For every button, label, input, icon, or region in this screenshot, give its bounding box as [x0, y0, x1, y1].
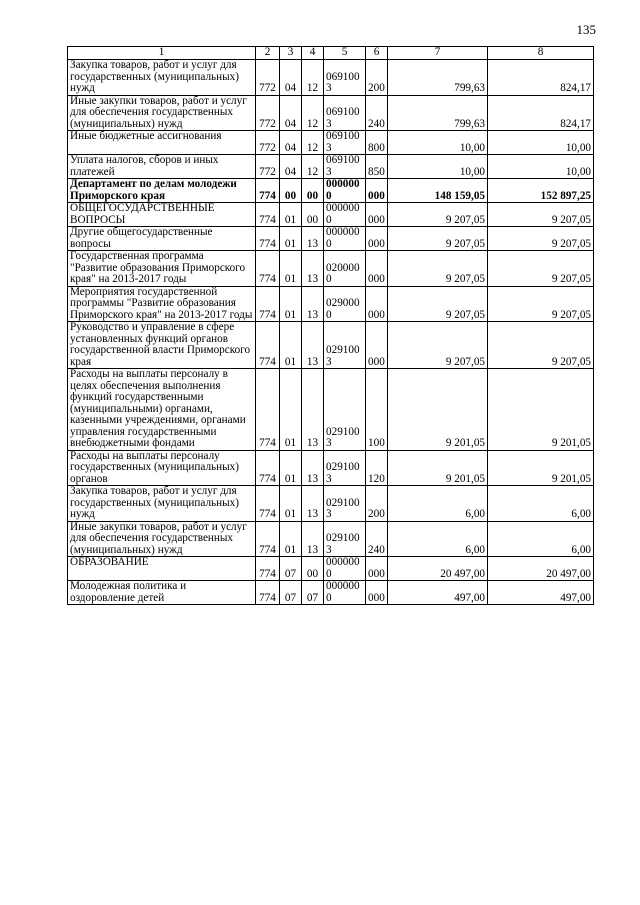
target-article-cell: 0291003 [324, 486, 366, 522]
subsection-code-cell: 13 [302, 322, 324, 369]
expense-type-cell: 000 [366, 251, 388, 287]
column-header: 5 [324, 47, 366, 60]
target-article-cell: 0691003 [324, 95, 366, 131]
target-article-cell: 0291003 [324, 369, 366, 451]
amount-year1-cell: 9 201,05 [388, 450, 488, 486]
row-name-cell: Закупка товаров, работ и услуг для государственных (муниципальных) нужд [68, 486, 256, 522]
row-name-cell: Мероприятия государственной программы "Развитие образования Приморского края" на 2013-2017 годы [68, 286, 256, 322]
row-name-cell: Закупка товаров, работ и услуг для государственных (муниципальных) нужд [68, 60, 256, 96]
row-name-cell: Иные закупки товаров, работ и услуг для обеспечения государственных (муниципальных) нужд [68, 521, 256, 557]
section-code-cell: 04 [280, 131, 302, 155]
amount-year1-cell: 148 159,05 [388, 179, 488, 203]
expense-type-cell: 000 [366, 203, 388, 227]
subsection-code-cell: 07 [302, 581, 324, 605]
table-row [68, 203, 594, 227]
subsection-code-cell: 12 [302, 155, 324, 179]
column-header: 8 [488, 47, 594, 60]
subsection-code-cell: 13 [302, 450, 324, 486]
section-code-cell: 00 [280, 179, 302, 203]
table-row [68, 155, 594, 179]
amount-year2-cell: 9 207,05 [488, 322, 594, 369]
amount-year2-cell: 6,00 [488, 521, 594, 557]
admin-code-cell: 774 [256, 521, 280, 557]
section-code-cell: 01 [280, 251, 302, 287]
admin-code-cell: 774 [256, 322, 280, 369]
expense-type-cell: 800 [366, 131, 388, 155]
section-code-cell: 01 [280, 450, 302, 486]
amount-year2-cell: 152 897,25 [488, 179, 594, 203]
section-code-cell: 01 [280, 521, 302, 557]
section-code-cell: 01 [280, 486, 302, 522]
table-row [68, 369, 594, 451]
amount-year2-cell: 824,17 [488, 95, 594, 131]
amount-year1-cell: 10,00 [388, 155, 488, 179]
amount-year1-cell: 10,00 [388, 131, 488, 155]
subsection-code-cell: 00 [302, 203, 324, 227]
column-header: 6 [366, 47, 388, 60]
admin-code-cell: 774 [256, 581, 280, 605]
amount-year2-cell: 6,00 [488, 486, 594, 522]
row-name-cell: ОБЩЕГОСУДАРСТВЕННЫЕ ВОПРОСЫ [68, 203, 256, 227]
amount-year1-cell: 9 207,05 [388, 251, 488, 287]
subsection-code-cell: 12 [302, 95, 324, 131]
amount-year2-cell: 9 207,05 [488, 286, 594, 322]
table-row [68, 521, 594, 557]
table-row [68, 131, 594, 155]
admin-code-cell: 774 [256, 450, 280, 486]
subsection-code-cell: 00 [302, 179, 324, 203]
table-row [68, 60, 594, 96]
row-name-cell: Уплата налогов, сборов и иных платежей [68, 155, 256, 179]
admin-code-cell: 774 [256, 203, 280, 227]
amount-year1-cell: 20 497,00 [388, 557, 488, 581]
amount-year2-cell: 10,00 [488, 155, 594, 179]
target-article-cell: 0000000 [324, 557, 366, 581]
section-code-cell: 01 [280, 227, 302, 251]
admin-code-cell: 772 [256, 131, 280, 155]
section-code-cell: 01 [280, 286, 302, 322]
target-article-cell: 0000000 [324, 203, 366, 227]
admin-code-cell: 774 [256, 369, 280, 451]
target-article-cell: 0291003 [324, 521, 366, 557]
table-row [68, 227, 594, 251]
expense-type-cell: 200 [366, 60, 388, 96]
subsection-code-cell: 13 [302, 251, 324, 287]
row-name-cell: Расходы на выплаты персоналу государственных (муниципальных) органов [68, 450, 256, 486]
amount-year2-cell: 497,00 [488, 581, 594, 605]
admin-code-cell: 774 [256, 251, 280, 287]
target-article-cell: 0290000 [324, 286, 366, 322]
amount-year1-cell: 6,00 [388, 521, 488, 557]
expense-type-cell: 850 [366, 155, 388, 179]
table-row [68, 286, 594, 322]
column-header: 7 [388, 47, 488, 60]
amount-year2-cell: 9 201,05 [488, 369, 594, 451]
expense-type-cell: 000 [366, 581, 388, 605]
admin-code-cell: 774 [256, 227, 280, 251]
expense-type-cell: 200 [366, 486, 388, 522]
row-name-cell: Руководство и управление в сфере установленных функций органов государственной власти Приморского края [68, 322, 256, 369]
budget-table [67, 46, 594, 605]
row-name-cell: Государственная программа "Развитие образования Приморского края" на 2013-2017 годы [68, 251, 256, 287]
table-row [68, 581, 594, 605]
expense-type-cell: 000 [366, 557, 388, 581]
target-article-cell: 0000000 [324, 179, 366, 203]
row-name-cell: Молодежная политика и оздоровление детей [68, 581, 256, 605]
admin-code-cell: 774 [256, 286, 280, 322]
table-row [68, 486, 594, 522]
row-name-cell: Иные бюджетные ассигнования [68, 131, 256, 155]
row-name-cell: Департамент по делам молодежи Приморского края [68, 179, 256, 203]
column-header: 4 [302, 47, 324, 60]
amount-year2-cell: 9 207,05 [488, 203, 594, 227]
subsection-code-cell: 13 [302, 369, 324, 451]
subsection-code-cell: 12 [302, 60, 324, 96]
admin-code-cell: 772 [256, 60, 280, 96]
section-code-cell: 01 [280, 322, 302, 369]
admin-code-cell: 774 [256, 557, 280, 581]
amount-year2-cell: 9 207,05 [488, 227, 594, 251]
section-code-cell: 07 [280, 557, 302, 581]
amount-year1-cell: 9 207,05 [388, 286, 488, 322]
target-article-cell: 0200000 [324, 251, 366, 287]
admin-code-cell: 772 [256, 155, 280, 179]
column-header: 3 [280, 47, 302, 60]
expense-type-cell: 000 [366, 286, 388, 322]
row-name-cell: Расходы на выплаты персоналу в целях обеспечения выполнения функций государственными (муниципальными) органами, казенными учреждениями, органами управления государственными внебюджетными фондами [68, 369, 256, 451]
table-row [68, 557, 594, 581]
row-name-cell: Иные закупки товаров, работ и услуг для обеспечения государственных (муниципальных) нужд [68, 95, 256, 131]
admin-code-cell: 772 [256, 95, 280, 131]
expense-type-cell: 000 [366, 227, 388, 251]
target-article-cell: 0691003 [324, 155, 366, 179]
amount-year2-cell: 9 201,05 [488, 450, 594, 486]
target-article-cell: 0691003 [324, 131, 366, 155]
admin-code-cell: 774 [256, 179, 280, 203]
subsection-code-cell: 12 [302, 131, 324, 155]
expense-type-cell: 000 [366, 322, 388, 369]
section-code-cell: 04 [280, 60, 302, 96]
amount-year1-cell: 6,00 [388, 486, 488, 522]
amount-year1-cell: 9 207,05 [388, 203, 488, 227]
expense-type-cell: 000 [366, 179, 388, 203]
table-row [68, 95, 594, 131]
amount-year2-cell: 824,17 [488, 60, 594, 96]
section-code-cell: 01 [280, 203, 302, 227]
target-article-cell: 0291003 [324, 322, 366, 369]
amount-year2-cell: 10,00 [488, 131, 594, 155]
amount-year1-cell: 799,63 [388, 60, 488, 96]
target-article-cell: 0291003 [324, 450, 366, 486]
table-row [68, 450, 594, 486]
admin-code-cell: 774 [256, 486, 280, 522]
expense-type-cell: 120 [366, 450, 388, 486]
header-row [68, 47, 594, 60]
column-header: 1 [68, 47, 256, 60]
amount-year2-cell: 9 207,05 [488, 251, 594, 287]
section-code-cell: 07 [280, 581, 302, 605]
section-code-cell: 04 [280, 95, 302, 131]
amount-year2-cell: 20 497,00 [488, 557, 594, 581]
table-row [68, 322, 594, 369]
subsection-code-cell: 13 [302, 521, 324, 557]
amount-year1-cell: 497,00 [388, 581, 488, 605]
row-name-cell: ОБРАЗОВАНИЕ [68, 557, 256, 581]
subsection-code-cell: 13 [302, 486, 324, 522]
amount-year1-cell: 9 201,05 [388, 369, 488, 451]
amount-year1-cell: 9 207,05 [388, 227, 488, 251]
target-article-cell: 0000000 [324, 581, 366, 605]
table-row [68, 251, 594, 287]
target-article-cell: 0691003 [324, 60, 366, 96]
target-article-cell: 0000000 [324, 227, 366, 251]
subsection-code-cell: 13 [302, 227, 324, 251]
subsection-code-cell: 13 [302, 286, 324, 322]
row-name-cell: Другие общегосударственные вопросы [68, 227, 256, 251]
section-code-cell: 04 [280, 155, 302, 179]
page-number: 135 [576, 22, 596, 37]
subsection-code-cell: 00 [302, 557, 324, 581]
table-row [68, 179, 594, 203]
section-code-cell: 01 [280, 369, 302, 451]
amount-year1-cell: 9 207,05 [388, 322, 488, 369]
expense-type-cell: 100 [366, 369, 388, 451]
amount-year1-cell: 799,63 [388, 95, 488, 131]
expense-type-cell: 240 [366, 95, 388, 131]
column-header: 2 [256, 47, 280, 60]
expense-type-cell: 240 [366, 521, 388, 557]
